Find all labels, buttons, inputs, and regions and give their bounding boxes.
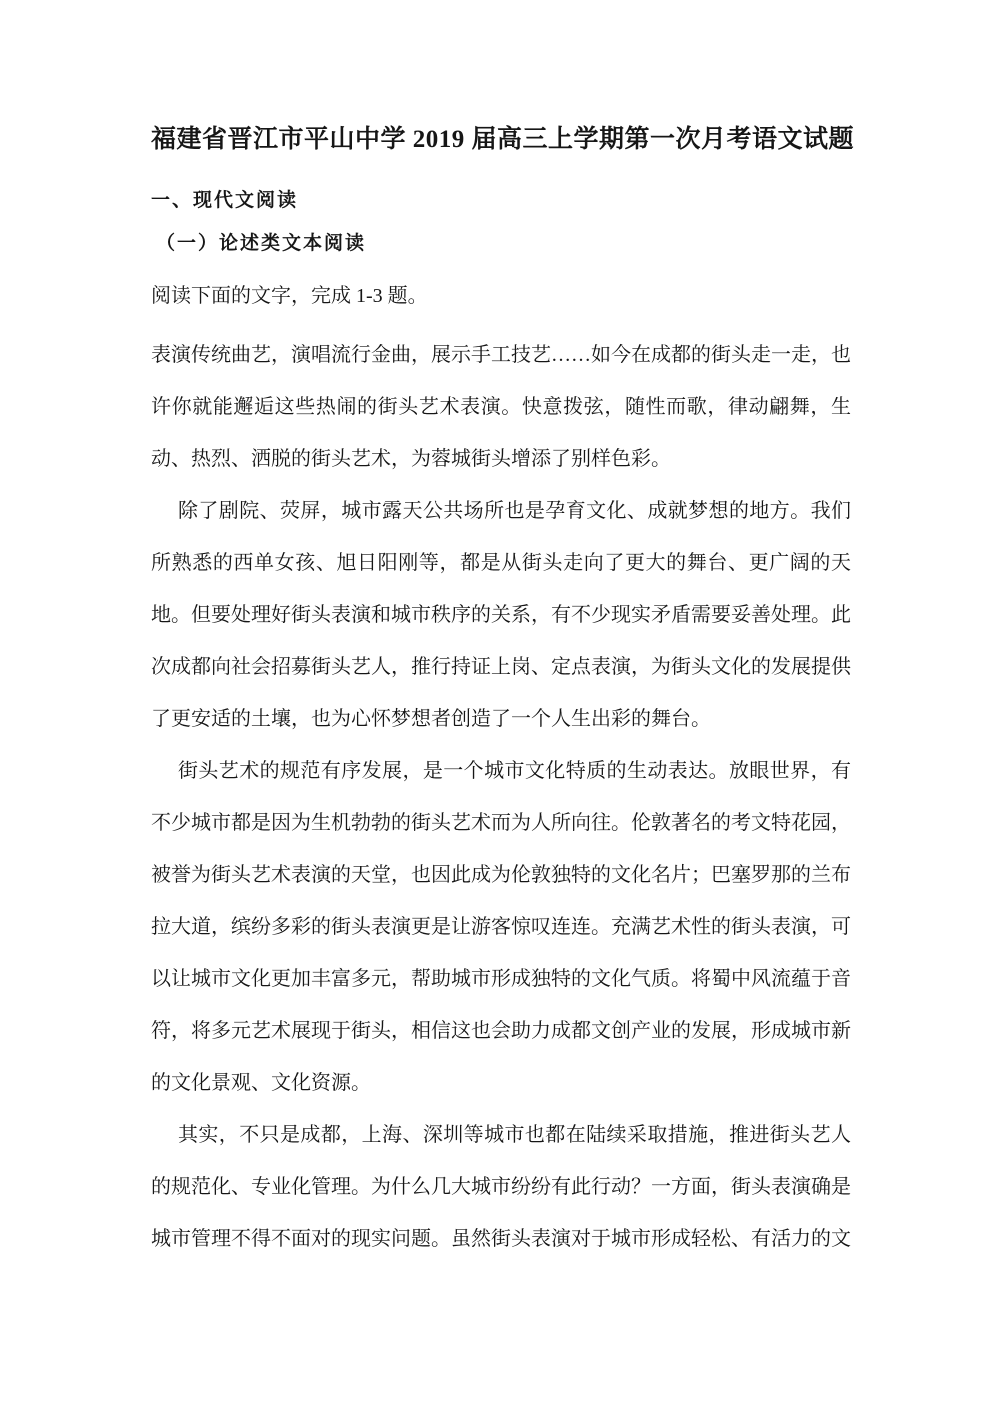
reading-instruction: 阅读下面的文字，完成 1-3 题。	[151, 285, 428, 307]
document-title: 福建省晋江市平山中学 2019 届高三上学期第一次月考语文试题	[151, 126, 855, 153]
page-content	[151, 120, 855, 1265]
passage-paragraph-2: 除了剧院、荧屏，城市露天公共场所也是孕育文化、成就梦想的地方。我们所熟悉的西单女孩、旭日阳刚等，都是从街头走向了更大的舞台、更广阔的天地。但要处理好街头表演和城市秩序的关系，有不少现实矛盾需要妥善处理。此次成都向社会招募街头艺人，推行持证上岗、定点表演，为街头文化的发展提供了更安适的土壤，也为心怀梦想者创造了一个人生出彩的舞台。	[151, 500, 851, 730]
passage-paragraph-3: 街头艺术的规范有序发展，是一个城市文化特质的生动表达。放眼世界，有不少城市都是因为生机勃勃的街头艺术而为人所向往。伦敦著名的考文特花园，被誉为街头艺术表演的天堂，也因此成为伦敦独特的文化名片；巴塞罗那的兰布拉大道，缤纷多彩的街头表演更是让游客惊叹连连。充满艺术性的街头表演，可以让城市文化更加丰富多元，帮助城市形成独特的文化气质。将蜀中风流蕴于音符，将多元艺术展现于街头，相信这也会助力成都文创产业的发展，形成城市新的文化景观、文化资源。	[151, 760, 851, 1094]
section-heading-modern-text-reading: 一、现代文阅读	[151, 190, 299, 211]
subsection-heading-argumentative-text: （一）论述类文本阅读	[156, 233, 367, 254]
passage-paragraph-1: 表演传统曲艺，演唱流行金曲，展示手工技艺……如今在成都的街头走一走，也许你就能邂逅这些热闹的街头艺术表演。快意拨弦，随性而歌，律动翩舞，生动、热烈、洒脱的街头艺术，为蓉城街头增添了别样色彩。	[151, 344, 851, 470]
passage-paragraph-4: 其实，不只是成都，上海、深圳等城市也都在陆续采取措施，推进街头艺人的规范化、专业化管理。为什么几大城市纷纷有此行动？一方面，街头表演确是城市管理不得不面对的现实问题。虽然街头表演对于城市形成轻松、有活力的文	[151, 1124, 851, 1250]
